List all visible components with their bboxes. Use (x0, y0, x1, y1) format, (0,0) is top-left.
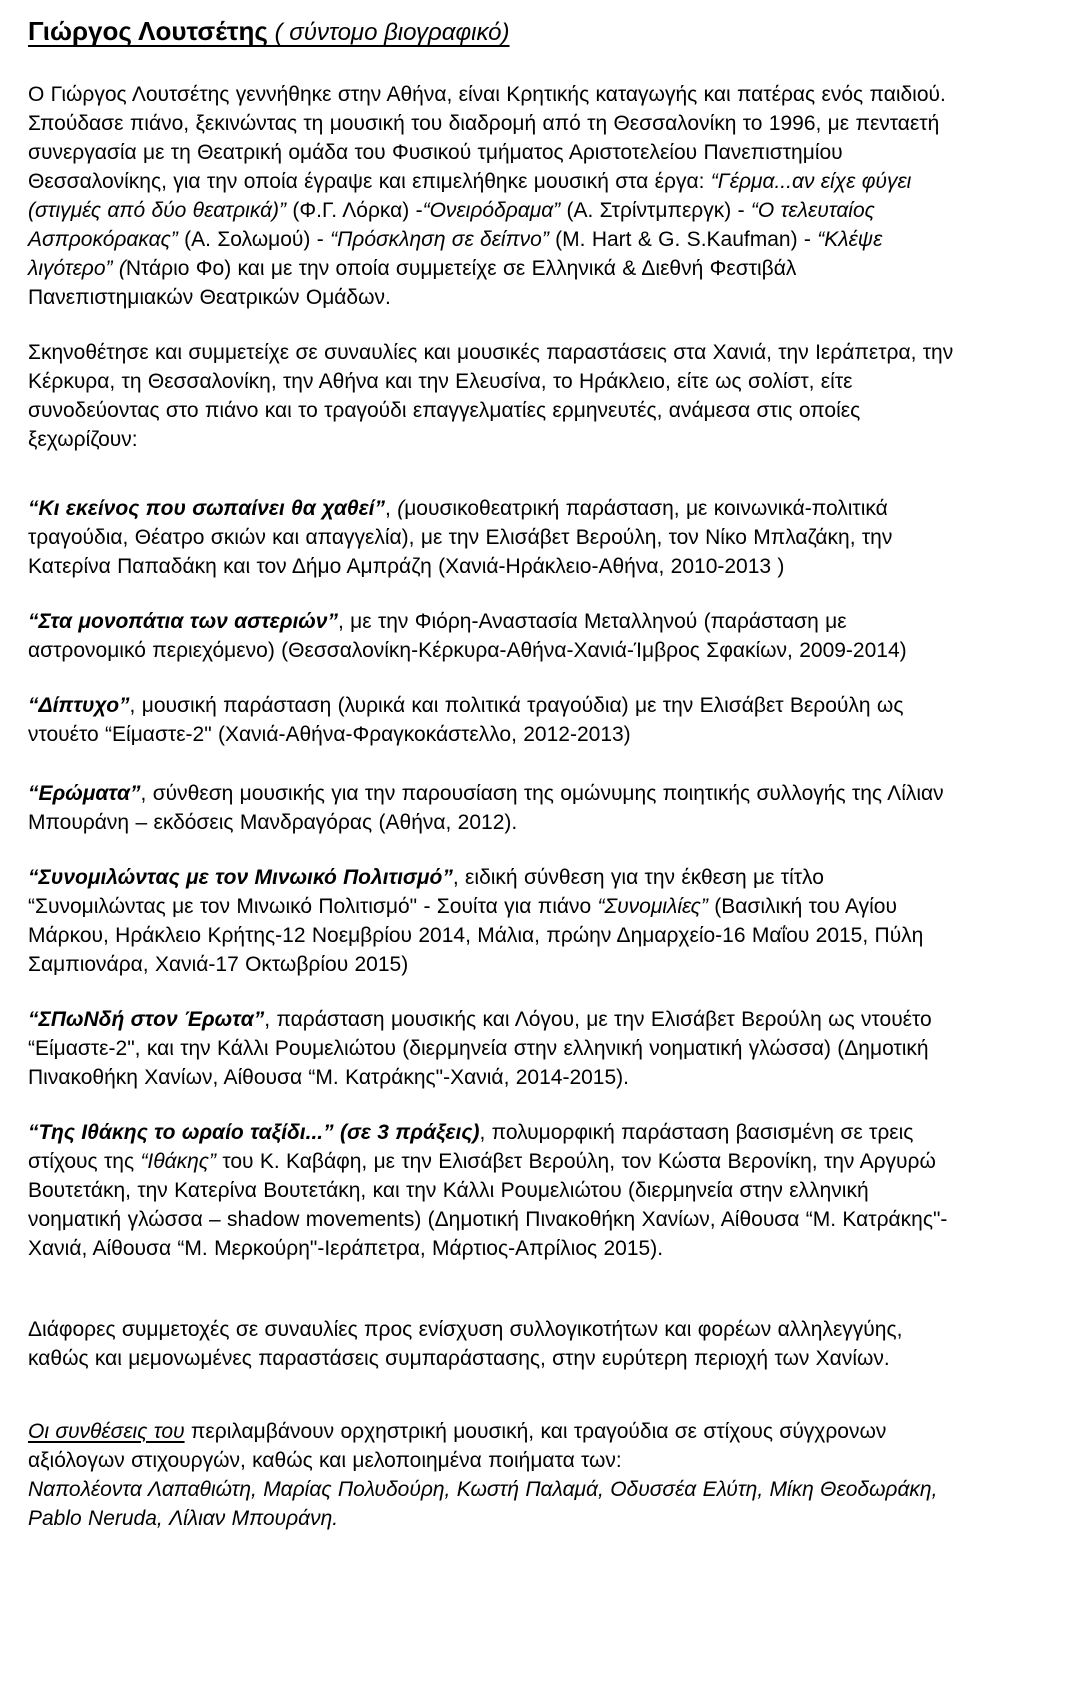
text-run: “Συνομιλίες” (597, 895, 708, 918)
paragraph (28, 691, 965, 749)
text-run: , παράσταση μουσικής και Λόγου, με την Ελισάβετ Βερούλη ως ντουέτο “Είμαστε-2", και την Κάλλι Ρουμελιώτου (διερμηνεία στην ελληνική νοηματική γλώσσα) (Δημοτική Πινακοθήκη Χανίων, Αίθουσα “Μ. Κατράκης"-Χανιά, 2014-2015). (28, 1008, 932, 1089)
paragraph (28, 109, 965, 312)
document-body (28, 80, 965, 1533)
text-run: Σπούδασε πιάνο, ξεκινώντας τη μουσική του διαδρομή από τη Θεσσαλονίκη το 1996, με πενταετή συνεργασία με τη Θεατρική ομάδα του Φυσικού τμήματος Αριστοτελείου Πανεπιστημίου Θεσσαλονίκης, για την οποία έγραψε και επιμελήθηκε μουσική στα έργα: (28, 112, 940, 193)
text-run: Οι συνθέσεις του (28, 1420, 185, 1443)
text-run: “Γέρμα...αν είχε φύγει (στιγμές από δύο θεατρικά)” (28, 170, 912, 222)
text-run: (M. Hart & G. S.Kaufman) - (548, 228, 818, 251)
paragraph (28, 1315, 965, 1373)
text-run: “Ονειρόδραμα” (422, 199, 561, 222)
document-subtitle: ( σύντομο βιογραφικό) (267, 19, 510, 46)
text-run: “Ερώματα” (28, 782, 141, 805)
text-run: “Ιθάκης” (140, 1150, 216, 1173)
text-run: Ντάριο Φο) και με την οποία συμμετείχε σε Ελληνικά & Διεθνή Φεστιβάλ Πανεπιστημιακών Θεατρικών Ομάδων. (28, 257, 797, 309)
paragraph (28, 1118, 965, 1263)
paragraph (28, 494, 965, 581)
text-run: “Κι εκείνος που σωπαίνει θα χαθεί” (28, 497, 386, 520)
text-run: μουσικοθεατρική παράσταση, με κοινωνικά-πολιτικά τραγούδια, Θέατρο σκιών και απαγγελία), με την Ελισάβετ Βερούλη, τον Νίκο Μπλαζάκη, την Κατερίνα Παπαδάκη και τον Δήμο Αμπράζη (Χανιά-Ηράκλειο-Αθήνα, 2010-2013 ) (28, 497, 893, 578)
text-run: “Δίπτυχο” (28, 694, 130, 717)
text-run: , πολυμορφική παράσταση βασισμένη σε τρεις στίχους της (28, 1121, 914, 1173)
text-run: “Συνομιλώντας με τον Μινωικό Πολιτισμό” (28, 866, 453, 889)
text-run: (Α. Σολωμού) - (177, 228, 331, 251)
text-run: “ΣΠωΝδή στον Έρωτα” (28, 1008, 265, 1031)
text-run: “Κλέψε λιγότερο” ( (28, 228, 883, 280)
text-run: ( (397, 497, 405, 520)
text-run: περιλαμβάνουν ορχηστρική μουσική, και τραγούδια σε στίχους σύγχρονων αξιόλογων στιχουργών, καθώς και μελοποιημένα ποιήματα των: (28, 1420, 887, 1472)
paragraph (28, 80, 965, 109)
paragraph (28, 338, 965, 454)
text-run: “Πρόσκληση σε δείπνο” (330, 228, 549, 251)
text-run: Διάφορες συμμετοχές σε συναυλίες προς ενίσχυση συλλογικοτήτων και φορέων αλληλεγγύης, καθώς και μεμονωμένες παραστάσεις συμπαράστασης, στην ευρύτερη περιοχή των Χανίων. (28, 1318, 903, 1370)
text-run: , μουσική παράσταση (λυρικά και πολιτικά τραγούδια) με την Ελισάβετ Βερούλη ως ντουέτο “Είμαστε-2" (Χανιά-Αθήνα-Φραγκοκάστελλο, 2012-2013) (28, 694, 904, 746)
paragraph (28, 607, 965, 665)
person-name: Γιώργος Λουτσέτης (28, 16, 268, 46)
paragraph (28, 1417, 965, 1475)
paragraph (28, 863, 965, 979)
text-run: “Της Ιθάκης το ωραίο ταξίδι...” (σε 3 πράξεις) (28, 1121, 480, 1144)
text-run: , ειδική σύνθεση για την έκθεση με τίτλο “Συνομιλώντας με τον Μινωικό Πολιτισμό" - Σουίτα για πιάνο (28, 866, 824, 918)
text-run: (Α. Στρίντμπεργκ) - (560, 199, 751, 222)
text-run: “Στα μονοπάτια των αστεριών” (28, 610, 338, 633)
text-run: , με την Φιόρη-Αναστασία Μεταλληνού (παράσταση με αστρονομικό περιεχόμενο) (Θεσσαλονίκη-Κέρκυρα-Αθήνα-Χανιά-Ίμβρος Σφακίων, 2009-2014) (28, 610, 907, 662)
document-title (28, 14, 510, 50)
text-run: Σκηνοθέτησε και συμμετείχε σε συναυλίες και μουσικές παραστάσεις στα Χανιά, την Ιεράπετρα, την Κέρκυρα, τη Θεσσαλονίκη, την Αθήνα και την Ελευσίνα, το Ηράκλειο, είτε ως σολίστ, είτε συνοδεύοντας στο πιάνο και το τραγούδι επαγγελματίες ερμηνευτές, ανάμεσα στις οποίες ξεχωρίζουν: (28, 341, 954, 451)
text-run: “Ο τελευταίος Ασπροκόρακας” (28, 199, 875, 251)
paragraph (28, 1005, 965, 1092)
text-run: (Φ.Γ. Λόρκα) - (286, 199, 423, 222)
paragraph (28, 779, 965, 837)
text-run: , (385, 497, 398, 520)
paragraph (28, 1475, 965, 1533)
text-run: (Βασιλική του Αγίου Μάρκου, Ηράκλειο Κρήτης-12 Νοεμβρίου 2014, Μάλια, πρώην Δημαρχείο-16 Μαΐου 2015, Πύλη Σαμπιονάρα, Χανιά-17 Οκτωβρίου 2015) (28, 895, 924, 976)
text-run: του Κ. Καβάφη, με την Ελισάβετ Βερούλη, τον Κώστα Βερονίκη, την Αργυρώ Βουτετάκη, την Κατερίνα Βουτετάκη, και την Κάλλι Ρουμελιώτου (διερμηνεία στην ελληνική νοηματική γλώσσα – shadow movements) (Δημοτική Πινακοθήκη Χανίων, Αίθουσα “Μ. Κατράκης"-Χανιά, Αίθουσα “Μ. Μερκούρη"-Ιεράπετρα, Μάρτιος-Απρίλιος 2015). (28, 1150, 948, 1260)
text-run: , σύνθεση μουσικής για την παρουσίαση της ομώνυμης ποιητικής συλλογής της Λίλιαν Μπουράνη – εκδόσεις Μανδραγόρας (Αθήνα, 2012). (28, 782, 944, 834)
text-run: Ο Γιώργος Λουτσέτης γεννήθηκε στην Αθήνα, είναι Κρητικής καταγωγής και πατέρας ενός παιδιού. (28, 83, 946, 106)
text-run: Ναπολέοντα Λαπαθιώτη, Μαρίας Πολυδούρη, Κωστή Παλαμά, Οδυσσέα Ελύτη, Μίκη Θεοδωράκη, Pablo Neruda, Λίλιαν Μπουράνη. (28, 1478, 938, 1530)
